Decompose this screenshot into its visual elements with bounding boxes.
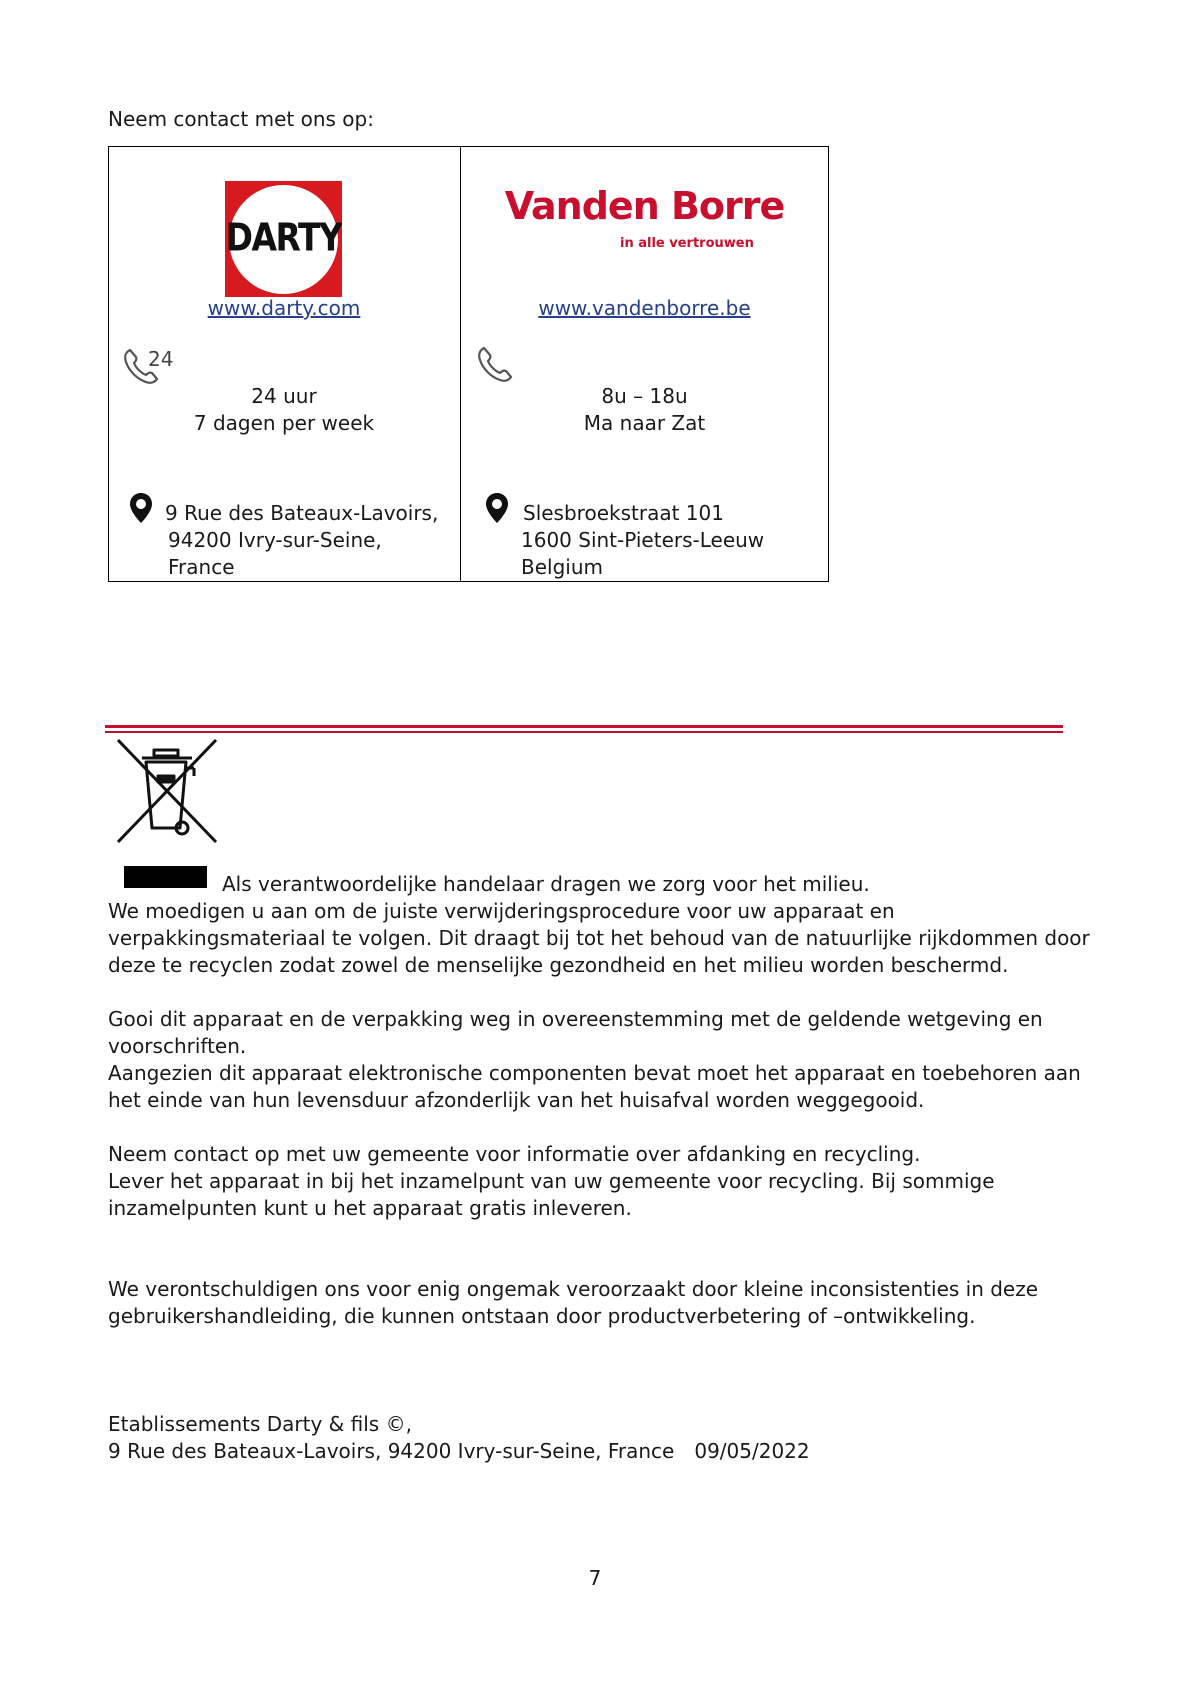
darty-hours-line1: 24 uur (251, 384, 317, 408)
map-pin-icon (129, 492, 153, 524)
recycling-lead: Als verantwoordelijke handelaar dragen we zorg voor het milieu. (222, 872, 870, 896)
phone-24-badge: 24 (148, 347, 174, 371)
vandenborre-address-line3: Belgium (521, 555, 603, 579)
apology-text: We verontschuldigen ons voor enig ongemak veroorzaakt door kleine inconsistenties in deze gebruikershandleiding, die kunnen ontstaan door productverbetering of –ontwikkeling. (108, 1277, 1039, 1328)
darty-logo (225, 181, 342, 297)
vandenborre-logo-tagline: in alle vertrouwen (620, 236, 754, 251)
vandenborre-hours-line1: 8u – 18u (601, 384, 688, 408)
darty-hours-line2: 7 dagen per week (193, 411, 375, 435)
separate-collection-bar (124, 866, 207, 888)
darty-address-line3: France (168, 555, 235, 579)
phone-icon (476, 344, 520, 388)
darty-address-line2: 94200 Ivry-sur-Seine, (168, 528, 382, 552)
section-divider (105, 725, 1063, 728)
recycling-paragraph-2b: Aangezien dit apparaat elektronische componenten bevat moet het apparaat en toebehoren aan het einde van hun levensduur afzonderlijk van het huisafval worden weggegooid. (108, 1061, 1081, 1112)
vandenborre-logo: Vanden Borre (504, 184, 785, 228)
weee-bin-icon (114, 736, 220, 846)
darty-address-line1: 9 Rue des Bateaux-Lavoirs, (165, 501, 439, 525)
recycling-paragraph-3a: Neem contact op met uw gemeente voor informatie over afdanking en recycling. (108, 1142, 921, 1166)
intro-text: Neem contact met ons op: (108, 107, 374, 131)
footer-date: 09/05/2022 (694, 1439, 810, 1463)
vandenborre-address-line2: 1600 Sint-Pieters-Leeuw (521, 528, 765, 552)
recycling-paragraph-1: We moedigen u aan om de juiste verwijderingsprocedure voor uw apparaat en verpakkingsmateriaal te volgen. Dit draagt bij tot het behoud van de natuurlijke rijkdommen door deze te recyclen zodat zowel de menselijke gezondheid en het milieu worden beschermd. (108, 899, 1090, 977)
recycling-paragraph-3b: Lever het apparaat in bij het inzamelpunt van uw gemeente voor recycling. Bij sommige inzamelpunten kunt u het apparaat gratis inleveren. (108, 1169, 995, 1220)
map-pin-icon (485, 492, 509, 524)
vandenborre-hours-line2: Ma naar Zat (583, 411, 706, 435)
darty-website-link[interactable]: www.darty.com (207, 296, 361, 320)
recycling-paragraph-2a: Gooi dit apparaat en de verpakking weg in overeenstemming met de geldende wetgeving en voorschriften. (108, 1007, 1043, 1058)
vandenborre-website-link[interactable]: www.vandenborre.be (538, 296, 751, 320)
phone-24-icon (122, 344, 178, 388)
footer-company: Etablissements Darty & fils ©, (108, 1412, 412, 1436)
darty-logo-text: DARTY (225, 215, 342, 260)
page-number: 7 (588, 1566, 602, 1590)
section-divider-thin (105, 731, 1063, 733)
footer-address: 9 Rue des Bateaux-Lavoirs, 94200 Ivry-sur-Seine, France (108, 1439, 675, 1463)
vandenborre-address-line1: Slesbroekstraat 101 (523, 501, 724, 525)
